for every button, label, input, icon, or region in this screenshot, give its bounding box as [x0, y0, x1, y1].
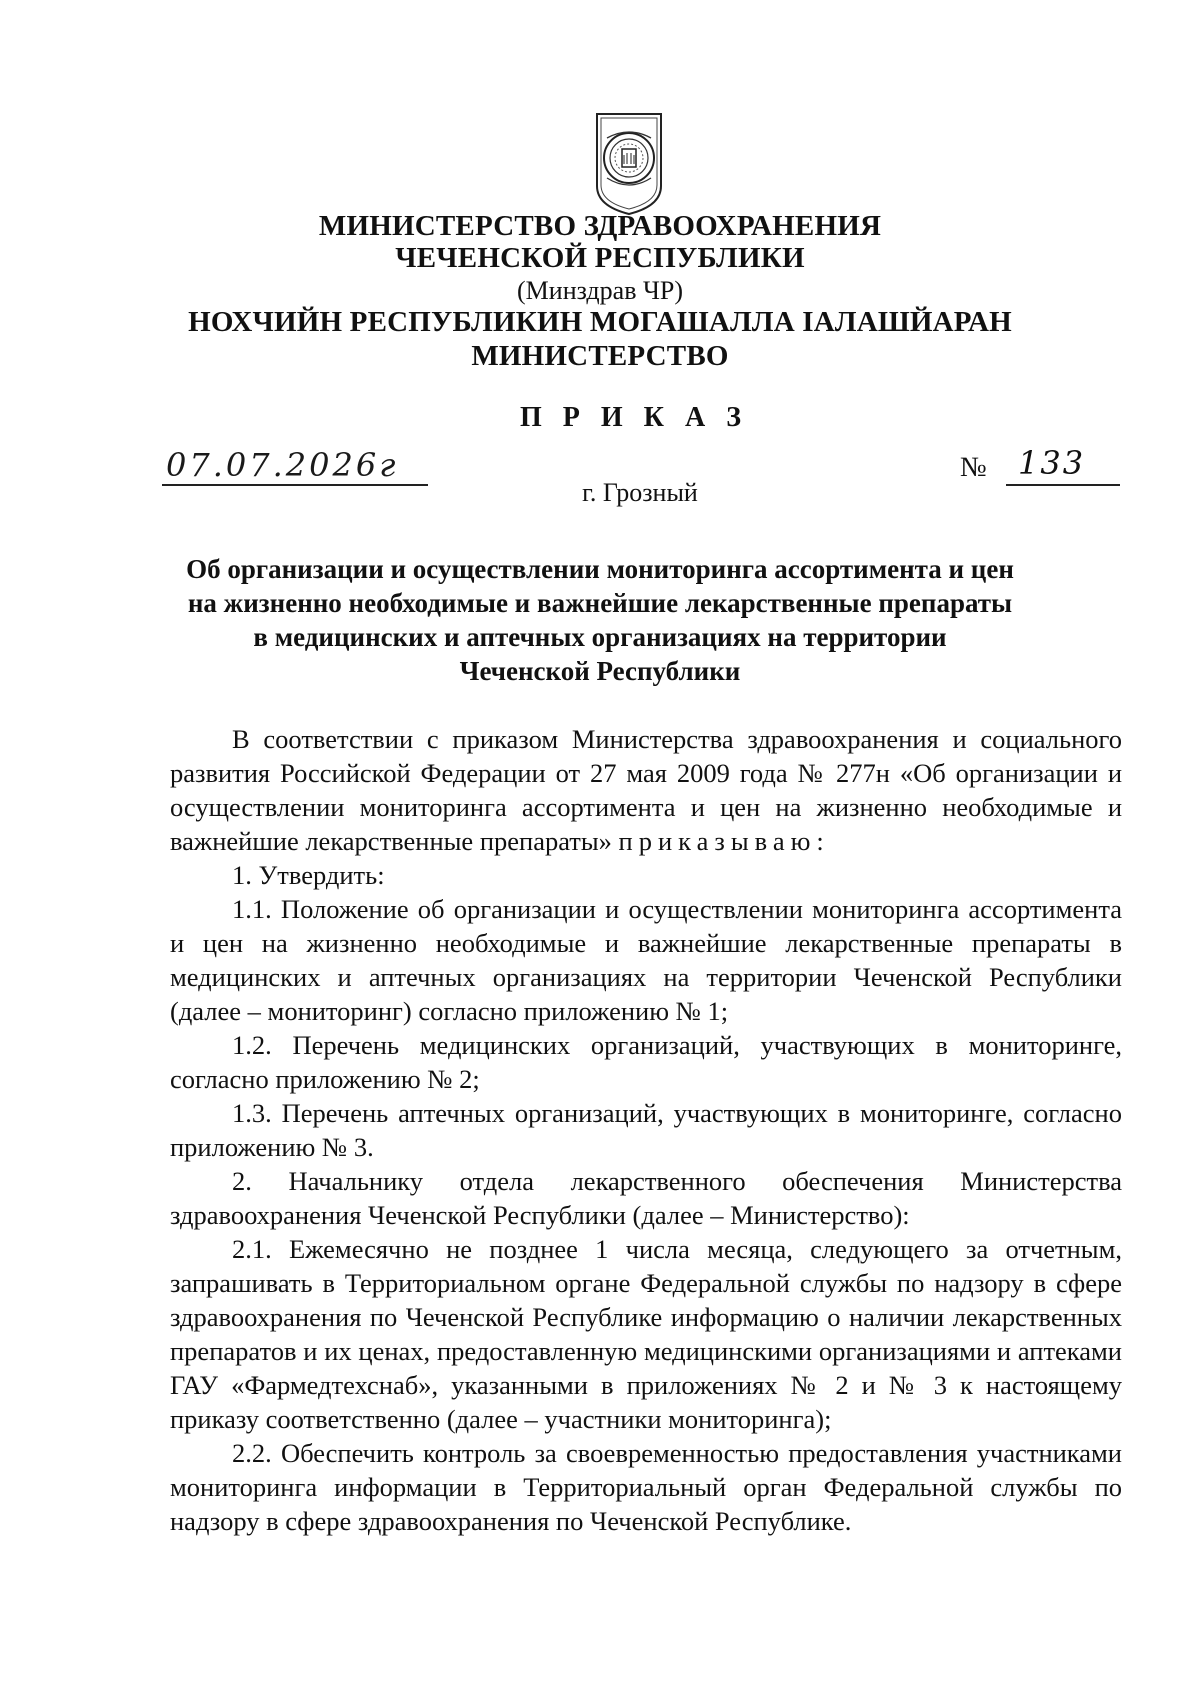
clause-1: 1. Утвердить:: [232, 860, 385, 890]
clause-2-2: 2.2. Обеспечить контроль за своевременностью предоставления участниками мониторинга информации в Территориальный орган Федеральной службы по надзору в сфере здравоохранения по Чеченской Республике.: [170, 1438, 1122, 1536]
ministry-short-name: (Минздрав ЧР): [517, 276, 683, 305]
clause-1-3: 1.3. Перечень аптечных организаций, участвующих в мониторинге, согласно приложению № 3.: [170, 1098, 1122, 1162]
document-type-heading: П Р И К А З: [520, 402, 748, 433]
clause-1-1: 1.1. Положение об организации и осуществлении мониторинга ассортимента и цен на жизненно необходимые и важнейшие лекарственные препараты в медицинских и аптечных организациях на территории Чеченской Республики (далее – мониторинг) согласно приложению № 1;: [170, 894, 1122, 1026]
ministry-name-chechen-line2: МИНИСТЕРСТВО: [471, 340, 729, 372]
clause-1-2: 1.2. Перечень медицинских организаций, участвующих в мониторинге, согласно приложению № 2;: [170, 1030, 1122, 1094]
ministry-name-line2: ЧЕЧЕНСКОЙ РЕСПУБЛИКИ: [395, 242, 805, 274]
order-date: 07.07.2026г: [166, 446, 399, 484]
order-title-line4: Чеченской Республики: [459, 656, 741, 686]
coat-of-arms-emblem-icon: [593, 108, 665, 218]
ministry-name-line1: МИНИСТЕРСТВО ЗДРАВООХРАНЕНИЯ: [318, 210, 882, 242]
order-number: 133: [1018, 444, 1086, 482]
city-name: г. Грозный: [582, 478, 698, 507]
ministry-name-chechen-line1: НОХЧИЙН РЕСПУБЛИКИН МОГАШАЛЛА ІАЛАШЙАРАН: [188, 306, 1012, 338]
intro-paragraph: [170, 722, 1122, 858]
order-title-line3: в медицинских и аптечных организациях на территории: [253, 622, 947, 652]
clause-2: 2. Начальнику отдела лекарственного обеспечения Министерства здравоохранения Чеченской Республики (далее – Министерство):: [170, 1166, 1122, 1230]
clause-2-1: 2.1. Ежемесячно не позднее 1 числа месяца, следующего за отчетным, запрашивать в Территориальном органе Федеральной службы по надзору в сфере здравоохранения по Чеченской Республике информацию о наличии лекарственных препаратов и их ценах, предоставленную медицинскими организациями и аптеками ГАУ «Фармедтехснаб», указанными в приложениях № 2 и № 3 к настоящему приказу соответственно (далее – участники мониторинга);: [170, 1234, 1122, 1434]
order-title-line1: Об организации и осуществлении мониторинга ассортимента и цен: [186, 554, 1014, 584]
order-title-line2: на жизненно необходимые и важнейшие лекарственные препараты: [187, 588, 1013, 618]
intro-text: В соответствии с приказом Министерства здравоохранения и социального развития Российской Федерации от 27 мая 2009 года № 277н «Об организации и осуществлении мониторинга ассортимента и цен на жизненно необходимые и важнейшие лекарственные препараты»: [170, 724, 1122, 856]
order-body: [170, 722, 1122, 1538]
intro-verb: приказываю:: [618, 826, 830, 856]
order-number-label: №: [960, 452, 987, 483]
